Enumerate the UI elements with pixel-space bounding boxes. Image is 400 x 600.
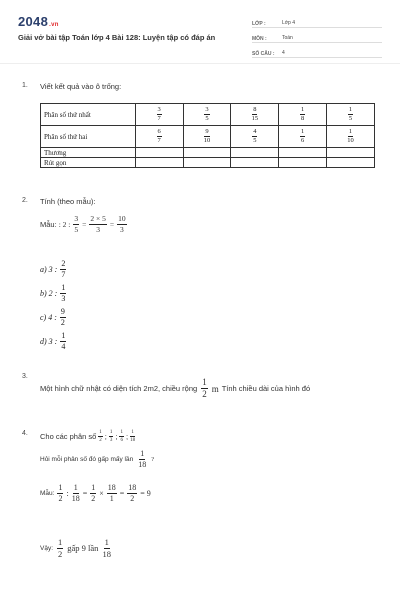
question-number: 4. (22, 430, 28, 437)
question-text (40, 378, 310, 399)
fraction: $\frac{1}{2}$ (99, 430, 102, 443)
fraction: $\frac{1}{10}$ (347, 127, 354, 144)
equals-sign: = (82, 219, 87, 229)
table-cell (183, 126, 231, 148)
fraction: $\frac{1}{3}$ (61, 283, 66, 303)
fraction: $\frac{2 \times 5}{3}$ (90, 214, 106, 234)
answer-cell[interactable] (327, 158, 375, 168)
fraction: $\frac{18}{1}$ (107, 483, 116, 503)
meta-value: Toán (282, 35, 293, 41)
answer-cell[interactable] (279, 148, 327, 158)
fraction: $\frac{3}{5}$ (205, 105, 209, 122)
fraction: $\frac{6}{7}$ (157, 127, 161, 144)
fraction-table (40, 103, 375, 168)
fraction: $\frac{9}{2}$ (60, 307, 65, 327)
answer-cell[interactable] (183, 148, 231, 158)
unit: m (211, 383, 219, 394)
operator: × (99, 489, 104, 498)
question-text-part: Một hình chữ nhật có diện tích 2m2, chiều rộng (40, 384, 198, 393)
operator: : (66, 489, 69, 498)
item-label: d) 3 : (40, 337, 58, 346)
row-label: Phân số thứ nhất (41, 104, 136, 126)
example-line (40, 215, 128, 233)
logo-suffix: .vn (49, 22, 59, 28)
fraction: $\frac{3}{7}$ (157, 105, 161, 122)
fraction: $\frac{1}{6}$ (301, 127, 305, 144)
fraction: $\frac{1}{8}$ (301, 105, 305, 122)
fraction: $\frac{1}{18}$ (71, 483, 80, 503)
example-label: Mẫu: (40, 490, 55, 497)
table-cell (279, 126, 327, 148)
question-mark: ? (151, 456, 155, 463)
table-cell (231, 104, 279, 126)
fraction: $\frac{1}{2}$ (91, 483, 96, 503)
meta-row-class (252, 14, 382, 28)
table-cell (135, 126, 183, 148)
exercise-item-a (40, 260, 67, 279)
fraction: $\frac{10}{3}$ (118, 214, 126, 234)
exercise-item-c (40, 308, 67, 327)
fraction: $\frac{1}{3}$ (109, 430, 113, 443)
meta-value: 4 (282, 50, 285, 56)
meta-value: Lớp 4 (282, 20, 296, 26)
meta-panel (252, 14, 382, 59)
question-text-part: Cho các phân số (40, 432, 97, 441)
fraction: $\frac{8}{15}$ (251, 105, 259, 122)
table-cell (327, 104, 375, 126)
answer-cell[interactable] (231, 148, 279, 158)
fraction: $\frac{9}{10}$ (203, 127, 211, 144)
fraction: $\frac{3}{5}$ (74, 214, 79, 234)
question-text-part: Tính chiều dài của hình đó (221, 384, 311, 393)
exercise-item-d (40, 332, 67, 351)
site-logo[interactable] (18, 14, 59, 29)
row-label: Phân số thứ hai (41, 126, 136, 148)
question-number: 3. (22, 373, 28, 380)
exercise-item-b (40, 284, 67, 303)
item-label: c) 4 : (40, 313, 57, 322)
table-cell (135, 104, 183, 126)
meta-row-subject (252, 29, 382, 43)
logo-text: 2048 (18, 14, 49, 29)
fraction: $\frac{1}{6}$ (120, 430, 123, 443)
table-row (41, 104, 375, 126)
fraction: $\frac{1}{2}$ (58, 483, 63, 503)
answer-cell[interactable] (327, 148, 375, 158)
table-row (41, 148, 375, 158)
table-cell (279, 104, 327, 126)
equals-sign: = (119, 489, 125, 498)
fraction: $\frac{4}{5}$ (253, 127, 257, 144)
fraction: $\frac{1}{4}$ (61, 331, 66, 351)
question-text: Tính (theo mẫu): (40, 197, 96, 206)
fraction: $\frac{1}{5}$ (348, 105, 353, 122)
answer-cell[interactable] (279, 158, 327, 168)
conclusion-line (40, 538, 112, 558)
answer-cell[interactable] (135, 158, 183, 168)
fraction: $\frac{2}{7}$ (61, 259, 66, 279)
fraction: $\frac{1}{2}$ (58, 537, 63, 559)
fraction: $\frac{1}{18}$ (138, 449, 147, 469)
equals-sign: = (109, 219, 115, 229)
answer-cell[interactable] (183, 158, 231, 168)
result: = 9 (140, 489, 151, 498)
row-label: Rút gọn (41, 158, 136, 168)
row-label: Thương (41, 148, 136, 158)
conclusion-text: gấp 9 lần (67, 543, 99, 553)
question-text: Cho các phân số $\frac{1}{2}$ ; $\frac{1}{3}$ ; $\frac{1}{6}$ ; $\frac{1}{18}$ (40, 430, 136, 443)
page-title: Giải vở bài tập Toán lớp 4 Bài 128: Luyện tập có đáp án (18, 33, 216, 42)
answer-cell[interactable] (135, 148, 183, 158)
item-label: b) 2 : (40, 289, 58, 298)
table-row (41, 126, 375, 148)
fraction: $\frac{1}{18}$ (130, 430, 136, 443)
question-number: 2. (22, 197, 28, 204)
item-label: a) 3 : (40, 265, 58, 274)
equals-sign: = (82, 489, 88, 498)
header-divider (0, 63, 400, 64)
example-line (40, 484, 151, 503)
sub-question (40, 450, 154, 469)
fraction: $\frac{1}{2}$ (202, 377, 207, 399)
table-cell (327, 126, 375, 148)
table-cell (183, 104, 231, 126)
question-text: Viết kết quả vào ô trống: (40, 82, 122, 91)
fraction: $\frac{18}{2}$ (128, 483, 137, 503)
example-label: Mẫu: (40, 219, 57, 229)
meta-key: SỐ CÂU : (252, 51, 275, 57)
conclusion-label: Vậy: (40, 544, 54, 552)
meta-key: MÔN : (252, 36, 267, 42)
fraction: $\frac{1}{18}$ (102, 537, 111, 559)
meta-row-count (252, 44, 382, 58)
answer-cell[interactable] (231, 158, 279, 168)
question-number: 1. (22, 82, 28, 89)
meta-key: LỚP : (252, 21, 266, 27)
table-row (41, 158, 375, 168)
example-dividend: : 2 : (58, 219, 71, 229)
table-cell (231, 126, 279, 148)
sub-question-text: Hỏi mỗi phân số đó gấp mấy lần (40, 456, 134, 463)
